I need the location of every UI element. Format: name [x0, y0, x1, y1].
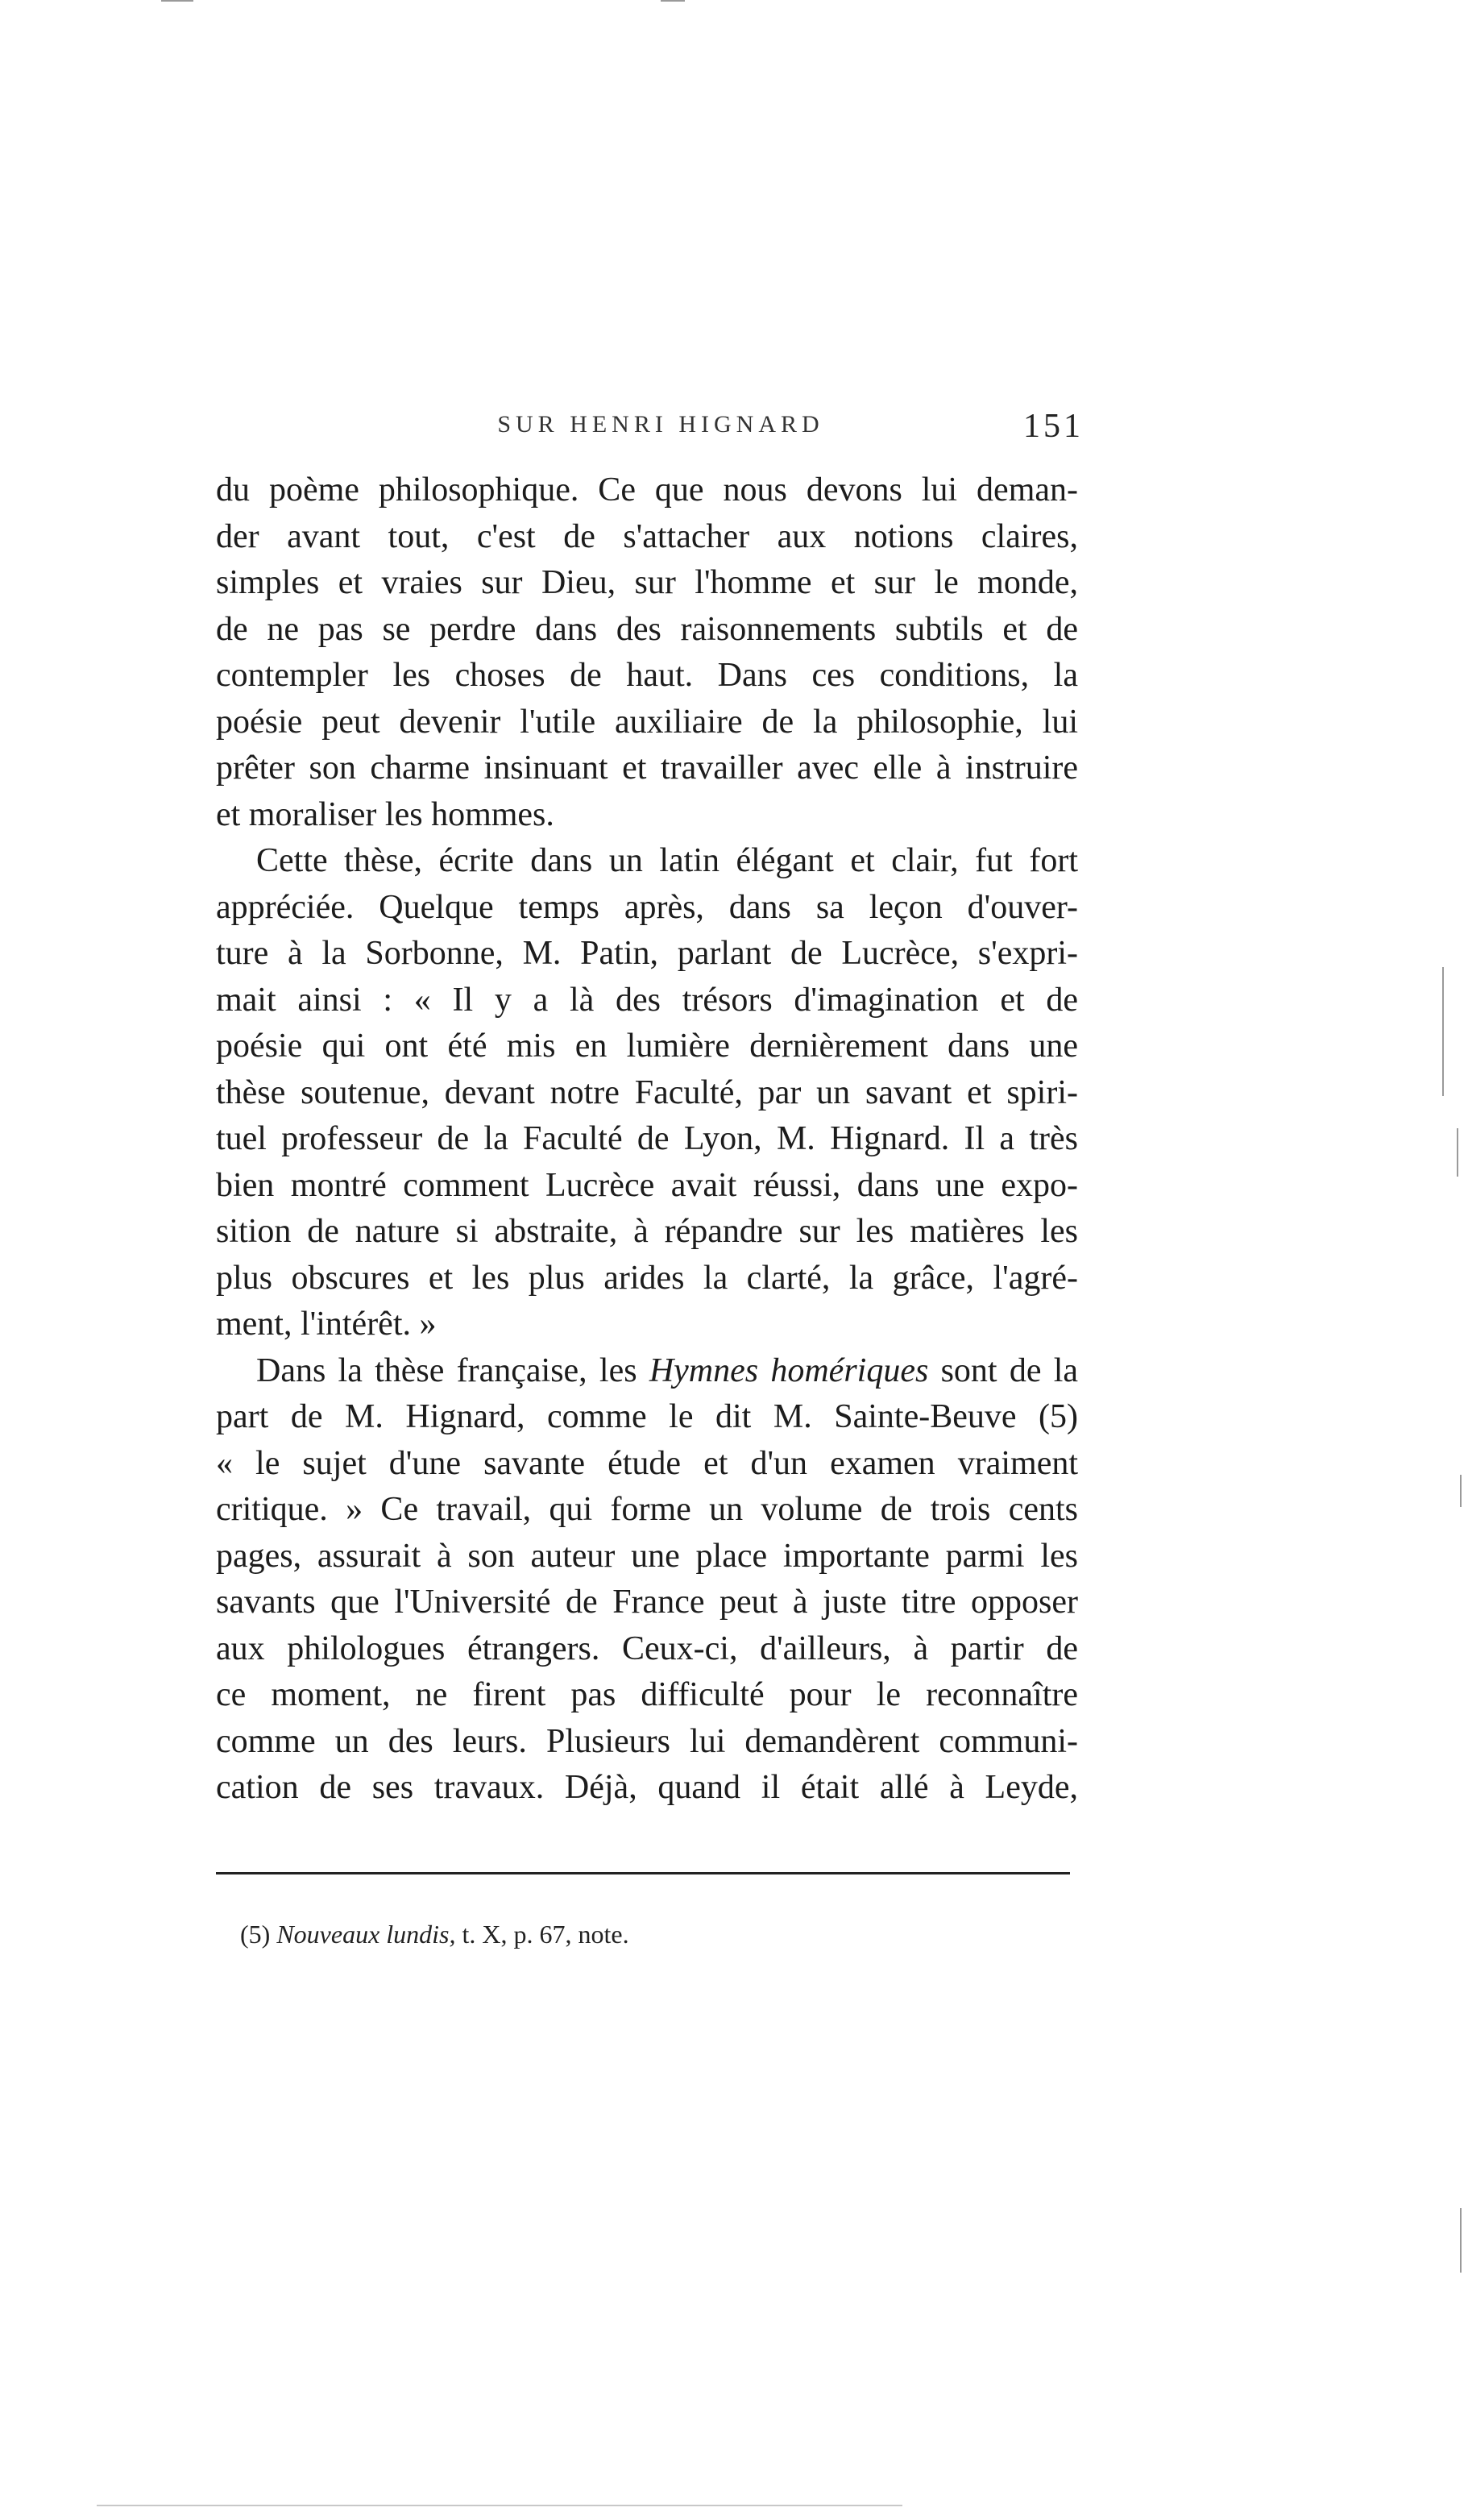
scan-artifact — [1457, 1128, 1458, 1177]
footnote-marker: (5) — [240, 1920, 277, 1949]
text-line: ture à la Sorbonne, M. Patin, parlant de Lucrèce, s'expri- — [216, 935, 1078, 972]
text-line: der avant tout, c'est de s'attacher aux notions claires, — [216, 517, 1078, 555]
footnote-text: t. X, p. 67, note. — [455, 1920, 629, 1949]
text-line: Cette thèse, écrite dans un latin élégant et clair, fut fort — [256, 842, 1078, 879]
text-line: comme un des leurs. Plusieurs lui demandèrent communi- — [216, 1722, 1078, 1760]
text-line: appréciée. Quelque temps après, dans sa leçon d'ouver- — [216, 888, 1078, 926]
running-header: SUR HENRI HIGNARD — [497, 411, 824, 438]
footnote — [240, 1920, 629, 1949]
footnote-rule — [216, 1872, 1070, 1874]
text-line — [216, 1348, 1078, 1395]
scan-artifact — [1460, 1475, 1462, 1507]
text-fragment: sont de la — [928, 1351, 1079, 1389]
footnote-title: Nouveaux lundis, — [276, 1920, 456, 1949]
text-line: thèse soutenue, devant notre Faculté, par un savant et spiri- — [216, 1073, 1078, 1111]
text-line: de ne pas se perdre dans des raisonnements subtils et de — [216, 610, 1078, 648]
text-line: « le sujet d'une savante étude et d'un examen vraiment — [216, 1444, 1078, 1482]
text-line: poésie qui ont été mis en lumière dernièrement dans une — [216, 1028, 1078, 1065]
text-line: et moraliser les hommes. — [216, 795, 554, 833]
text-line: sition de nature si abstraite, à répandre sur les matières les — [216, 1213, 1078, 1250]
text-line: savants que l'Université de France peut à juste titre opposer — [216, 1584, 1078, 1621]
text-line: cation de ses travaux. Déjà, quand il était allé à Leyde, — [216, 1769, 1078, 1806]
text-line: simples et vraies sur Dieu, sur l'homme et sur le monde, — [216, 564, 1078, 601]
text-line: tuel professeur de la Faculté de Lyon, M. Hignard. Il a très — [216, 1120, 1078, 1157]
text-fragment: Dans la thèse française, les — [256, 1351, 649, 1389]
text-line: part de M. Hignard, comme le dit M. Sainte-Beuve (5) — [216, 1398, 1078, 1435]
scan-artifact — [97, 2505, 902, 2506]
scan-artifact — [661, 0, 685, 2]
page-number: 151 — [1023, 408, 1084, 445]
text-line: ment, l'intérêt. » — [216, 1306, 437, 1343]
text-line: du poème philosophique. Ce que nous devons lui deman- — [216, 471, 1078, 509]
text-line: mait ainsi : « Il y a là des trésors d'imagination et de — [216, 981, 1078, 1019]
text-line: pages, assurait à son auteur une place importante parmi les — [216, 1537, 1078, 1575]
text-line: poésie peut devenir l'utile auxiliaire de la philosophie, lui — [216, 703, 1078, 741]
text-line: bien montré comment Lucrèce avait réussi, dans une expo- — [216, 1166, 1078, 1204]
text-line: ce moment, ne firent pas difficulté pour le reconnaître — [216, 1676, 1078, 1713]
italic-title: Hymnes homériques — [649, 1351, 929, 1389]
scan-artifact — [1442, 967, 1444, 1096]
text-line: critique. » Ce travail, qui forme un volume de trois cents — [216, 1491, 1078, 1528]
text-line: contempler les choses de haut. Dans ces conditions, la — [216, 657, 1078, 694]
text-line: plus obscures et les plus arides la clarté, la grâce, l'agré- — [216, 1259, 1078, 1297]
text-line: prêter son charme insinuant et travailler avec elle à instruire — [216, 749, 1078, 787]
text-line: aux philologues étrangers. Ceux-ci, d'ailleurs, à partir de — [216, 1629, 1078, 1667]
scan-artifact — [161, 0, 193, 2]
scan-artifact — [1460, 2208, 1462, 2273]
body-text — [216, 467, 1078, 1812]
